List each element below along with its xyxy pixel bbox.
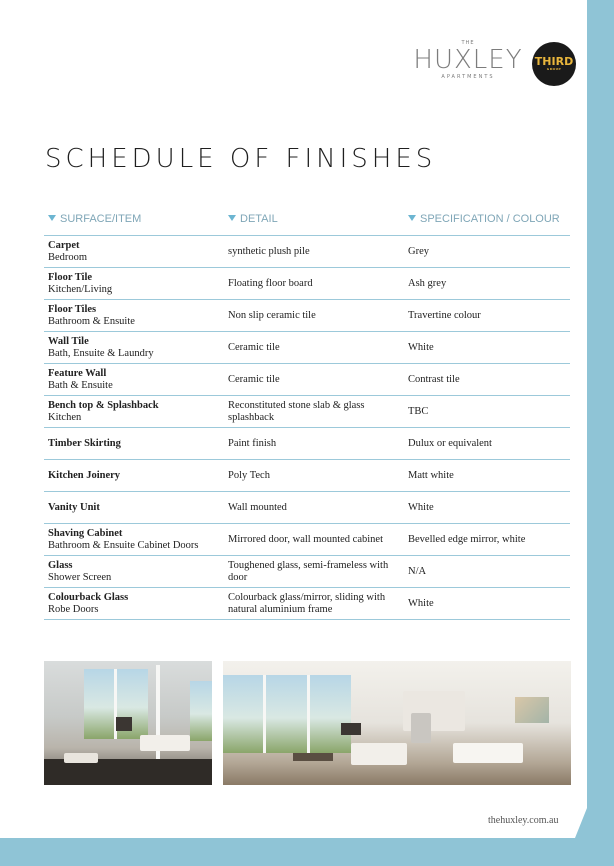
table-row — [44, 555, 570, 587]
table-row — [44, 363, 570, 395]
detail-cell: Ceramic tile — [228, 373, 280, 385]
surface-cell — [48, 236, 224, 267]
interior-photo-bedroom — [44, 661, 212, 785]
logo-sub: APARTMENTS — [441, 74, 495, 80]
detail-cell: Non slip ceramic tile — [228, 309, 316, 321]
triangle-down-icon — [48, 215, 56, 221]
item-name: Kitchen Joinery — [48, 469, 121, 481]
item-name: Feature Wall — [48, 367, 107, 379]
column-header-spec: SPECIFICATION / COLOUR — [408, 213, 560, 225]
item-name: Floor Tile — [48, 271, 93, 283]
detail-cell: Mirrored door, wall mounted cabinet — [228, 533, 383, 545]
spec-cell: White — [408, 341, 434, 353]
page-title: SCHEDULE OF FINISHES — [45, 144, 437, 174]
triangle-down-icon — [228, 215, 236, 221]
spec-cell: Contrast tile — [408, 373, 460, 385]
item-name: Bench top & Splashback — [48, 399, 159, 411]
third-logo-text: THIRD — [534, 55, 574, 68]
item-location: Bathroom & Ensuite — [48, 315, 135, 327]
detail-cell: Floating floor board — [228, 277, 313, 289]
coffee-table-shape — [293, 753, 333, 761]
spec-cell: Bevelled edge mirror, white — [408, 533, 526, 545]
item-location: Bath, Ensuite & Laundry — [48, 347, 154, 359]
surface-cell — [48, 556, 224, 587]
spec-cell: Travertine colour — [408, 309, 481, 321]
spec-cell: White — [408, 597, 434, 609]
table-row — [44, 491, 570, 523]
spec-cell: Dulux or equivalent — [408, 437, 492, 449]
item-location: Kitchen/Living — [48, 283, 113, 295]
item-location: Bedroom — [48, 251, 88, 263]
tv-shape — [341, 723, 361, 735]
column-header-detail: DETAIL — [228, 213, 278, 225]
table-row — [44, 395, 570, 427]
spec-cell: Matt white — [408, 469, 454, 481]
logo-name: HUXLEY — [413, 45, 523, 75]
surface-cell — [48, 332, 224, 363]
sofa-shape — [351, 743, 407, 765]
surface-cell — [48, 460, 224, 491]
window-shape — [190, 681, 212, 741]
bed-shape — [140, 735, 190, 751]
spec-cell: White — [408, 501, 434, 513]
table-row — [44, 523, 570, 555]
item-name: Floor Tiles — [48, 303, 97, 315]
surface-cell — [48, 268, 224, 299]
item-name: Wall Tile — [48, 335, 89, 347]
table-row — [44, 427, 570, 459]
detail-cell: Wall mounted — [228, 501, 287, 513]
surface-cell — [48, 364, 224, 395]
detail-cell: Poly Tech — [228, 469, 270, 481]
surface-cell — [48, 524, 224, 555]
table-row — [44, 267, 570, 299]
logo-the: THE — [461, 40, 475, 46]
spec-cell: Grey — [408, 245, 429, 257]
artwork-shape — [116, 717, 132, 731]
detail-cell: Reconstituted stone slab & glass splashback — [228, 399, 365, 423]
detail-cell: Ceramic tile — [228, 341, 280, 353]
page-corner — [575, 808, 587, 838]
item-name: Carpet — [48, 239, 80, 251]
table-row — [44, 331, 570, 363]
detail-cell: Toughened glass, semi-frameless with door — [228, 559, 389, 583]
item-name: Timber Skirting — [48, 437, 121, 449]
rug-shape — [64, 753, 98, 763]
triangle-down-icon — [408, 215, 416, 221]
item-name: Glass — [48, 559, 73, 571]
detail-cell: Paint finish — [228, 437, 277, 449]
table-row — [44, 459, 570, 491]
dining-table-shape — [453, 743, 523, 763]
item-location: Kitchen — [48, 411, 82, 423]
window-frame — [263, 675, 266, 753]
detail-cell: Colourback glass/mirror, sliding with natural aluminium frame — [228, 591, 386, 615]
surface-cell — [48, 428, 224, 459]
spec-cell: TBC — [408, 405, 429, 417]
table-row — [44, 299, 570, 331]
surface-cell — [48, 588, 224, 619]
window-shape — [223, 675, 351, 753]
interior-photo-living — [223, 661, 571, 785]
column-header-surface: SURFACE/ITEM — [48, 213, 141, 225]
table-row — [44, 235, 570, 267]
finishes-table — [44, 235, 570, 620]
website-footer: thehuxley.com.au — [488, 815, 559, 826]
item-name: Shaving Cabinet — [48, 527, 123, 539]
item-location: Shower Screen — [48, 571, 112, 583]
surface-cell — [48, 396, 224, 427]
spec-cell: N/A — [408, 565, 427, 577]
item-name: Colourback Glass — [48, 591, 129, 603]
surface-cell — [48, 492, 224, 523]
third-logo-sub: GROUP — [546, 67, 562, 71]
item-location: Bathroom & Ensuite Cabinet Doors — [48, 539, 199, 551]
spec-cell: Ash grey — [408, 277, 447, 289]
item-name: Vanity Unit — [48, 501, 100, 513]
table-row — [44, 587, 570, 620]
huxley-logo — [412, 40, 524, 86]
window-frame — [307, 675, 310, 753]
third-group-logo — [532, 42, 576, 86]
fridge-shape — [411, 713, 431, 743]
artwork-shape — [515, 697, 549, 723]
detail-cell: synthetic plush pile — [228, 245, 310, 257]
surface-cell — [48, 300, 224, 331]
item-location: Robe Doors — [48, 603, 99, 615]
table-header — [48, 211, 570, 231]
item-location: Bath & Ensuite — [48, 379, 113, 391]
